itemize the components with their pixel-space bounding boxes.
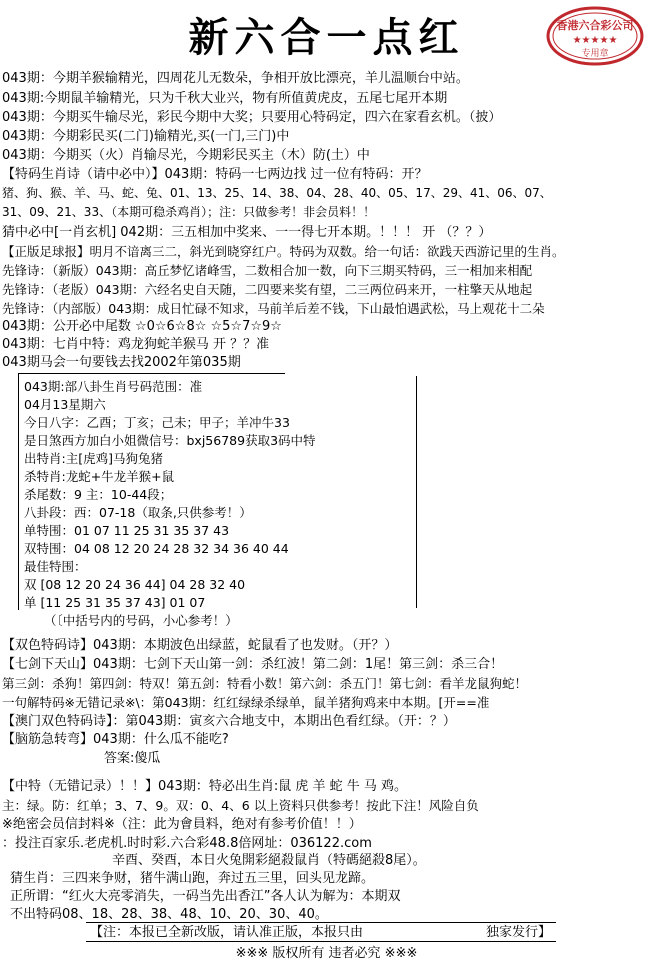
- box-line: 04月13星期六: [24, 397, 106, 412]
- box-line: 043期:部八卦生肖号码范围：准: [24, 379, 203, 394]
- text-line: 主：绿。防：红单；3、7、9。双：0、4、6 以上资料只供参考！按此下注！风险自负: [2, 798, 479, 813]
- text-line: 第三剑：杀狗！第四剑：特双！第五剑：特看小数！第六剑：杀五门！第七剑：看羊龙鼠狗蛇！: [2, 676, 528, 691]
- text-line: 【双色特码诗】043期：本期波色出绿蓝，蛇鼠看了也发财。（开？）: [2, 638, 398, 653]
- text-line: 043期马会一句要钱去找2002年第035期: [2, 355, 241, 370]
- box-line: 单 [11 25 31 35 37 43] 01 07: [24, 595, 206, 610]
- seal-stars: ★★★★★: [572, 35, 618, 46]
- box-line: 八卦段：西：07-18（取条,只供参考！）: [24, 505, 252, 520]
- box-right-rule: [416, 376, 417, 608]
- text-line: 【脑筋急转弯】043期：什么瓜不能吃?: [2, 732, 229, 747]
- text-line: 31、09、21、33、（本期可稳杀鸡肖）；注：只做参考！非会员料！！: [2, 205, 376, 219]
- box-line: 出特肖:主[虎鸡]马狗兔猪: [24, 451, 163, 466]
- text-line: 猪、狗、猴、羊、马、蛇、兔、01、13、25、14、38、04、28、40、05、17、29、41、06、07、: [2, 186, 552, 200]
- text-line: 043期：今期买牛输尽光，彩民今期中大奖；只要用心特码定，四六在家看玄机。（披）: [2, 110, 502, 125]
- box-line: （〔中括号内的号码，小心参考！）: [44, 613, 238, 628]
- text-line: 043期：今期买（火）肖输尽光，今期彩民买主（木）防(土）中: [2, 148, 370, 163]
- box-line: 双特围：04 08 12 20 24 28 32 34 36 40 44: [24, 541, 289, 556]
- box-line: 杀特肖:龙蛇+牛龙羊猴+鼠: [24, 469, 175, 484]
- text-line: ：投注百家乐.老虎机.时时彩.六合彩48.8倍网址：036122.com: [2, 836, 372, 851]
- box-line: 双 [08 12 20 24 36 44] 04 28 32 40: [24, 577, 246, 592]
- text-line: 先锋诗：（老版）043期：六经名史自天随，二四要来奖有望，二三两位码来开，一柱擎天从地起: [2, 282, 533, 297]
- text-line: 辛酉、癸酉，本日火兔開彩絕殺鼠肖（特碼絕殺8尾）。: [112, 853, 426, 868]
- footer-notice-right: 独家发行】: [486, 925, 552, 940]
- text-line: 先锋诗：（内部版）043期：成日忙碌不知求，马前羊后差不钱，下山最怕遇武松，马上观花十二朵: [2, 301, 545, 316]
- text-line: 一句解特码※无错记录※\：第043期：红红绿绿杀绿单，鼠羊猪狗鸡来中本期。[开==准: [2, 695, 490, 710]
- text-line: 答案:傻瓜: [104, 751, 161, 766]
- page-title: 新六合一点红: [188, 14, 465, 61]
- copyright: ※※※ 版权所有 违者必究 ※※※: [235, 946, 418, 961]
- text-line: 【澳门双色特码诗】：第043期：寅亥六合地支中，本期出色看红绿。（开：？）: [2, 714, 456, 729]
- text-line: 正所谓：“红火大亮零消失，一码当先出香江”各人认为解为：本期双: [10, 889, 401, 904]
- text-line: 先锋诗：（新版）043期：高丘梦忆诸峰雪，二数相合加一数，向下三期买特码，三一相加来相配: [2, 263, 533, 278]
- box-line: 最佳特围：: [24, 559, 87, 574]
- box-line: 单特围：01 07 11 25 31 35 37 43: [24, 523, 230, 538]
- footer-top-rule: [86, 922, 556, 923]
- text-line: 猜生肖：三四来争财，猪牛满山跑，奔过五三里，回头见龙蹄。: [10, 871, 375, 886]
- text-line: 043期：七肖中特：鸡龙狗蛇羊猴马 开 ？？准: [2, 337, 270, 352]
- box-line: 是日煞西方加白小姐微信号：bxj56789获取3码中特: [24, 433, 316, 448]
- text-line: 【七剑下天山】043期：七剑下天山第一剑：杀红波！第二剑：1尾！第三剑：杀三合！: [2, 657, 504, 672]
- text-line: 猜中必中[一肖玄机] 042期：三五相加中奖来、一一得七开本期。！！！ 开 （？？）: [2, 225, 492, 240]
- box-line: 今日八字：乙酉；丁亥；己未；甲子；羊冲牛33: [24, 415, 290, 430]
- company-seal: [545, 5, 645, 67]
- box-line: 杀尾数：9 主：10-44段；: [24, 487, 173, 502]
- text-line: 043期：今期羊猴输精光，四周花儿无数朵，争相开放比漂亮，羊儿温顺台中站。: [2, 71, 469, 86]
- box-left-rule: [18, 373, 19, 610]
- text-line: 【中特（无错记录）！！】043期：特必出生肖:鼠 虎 羊 蛇 牛 马 鸡。: [2, 779, 407, 794]
- seal-bottom-text: 专用章: [581, 49, 609, 59]
- text-line: 043期：公开必中尾数 ☆0☆6☆8☆ ☆5☆7☆9☆: [2, 319, 282, 334]
- seal-top-text: 香港六合彩公司: [556, 19, 634, 32]
- text-line: ※绝密会员信封料※（注：此为會員料，绝对有参考价值！！）: [2, 817, 362, 832]
- box-top-rule: [18, 373, 285, 374]
- text-line: 043期：今期彩民买(二门)输精光,买(一门,三门)中: [2, 129, 290, 144]
- text-line: 不出特码08、18、28、38、48、10、20、30、40。: [10, 907, 328, 922]
- text-line: 【正版足球报】明月不谙离三二，斜光到晓穿红户。特码为双数。给一句话：欲践天西游记里的生肖。: [2, 244, 565, 259]
- text-line: 【特码生肖诗（请中必中）】043期：特码一七两边找 过一位有特码：开？: [2, 167, 428, 182]
- text-line: 043期:今期鼠羊输精光，只为千秋大业兴，物有所值黄虎皮，五尾七尾开本期: [2, 91, 448, 106]
- footer-notice-left: 【注：本报已全新改版，请认准正版，本报只由: [90, 925, 364, 940]
